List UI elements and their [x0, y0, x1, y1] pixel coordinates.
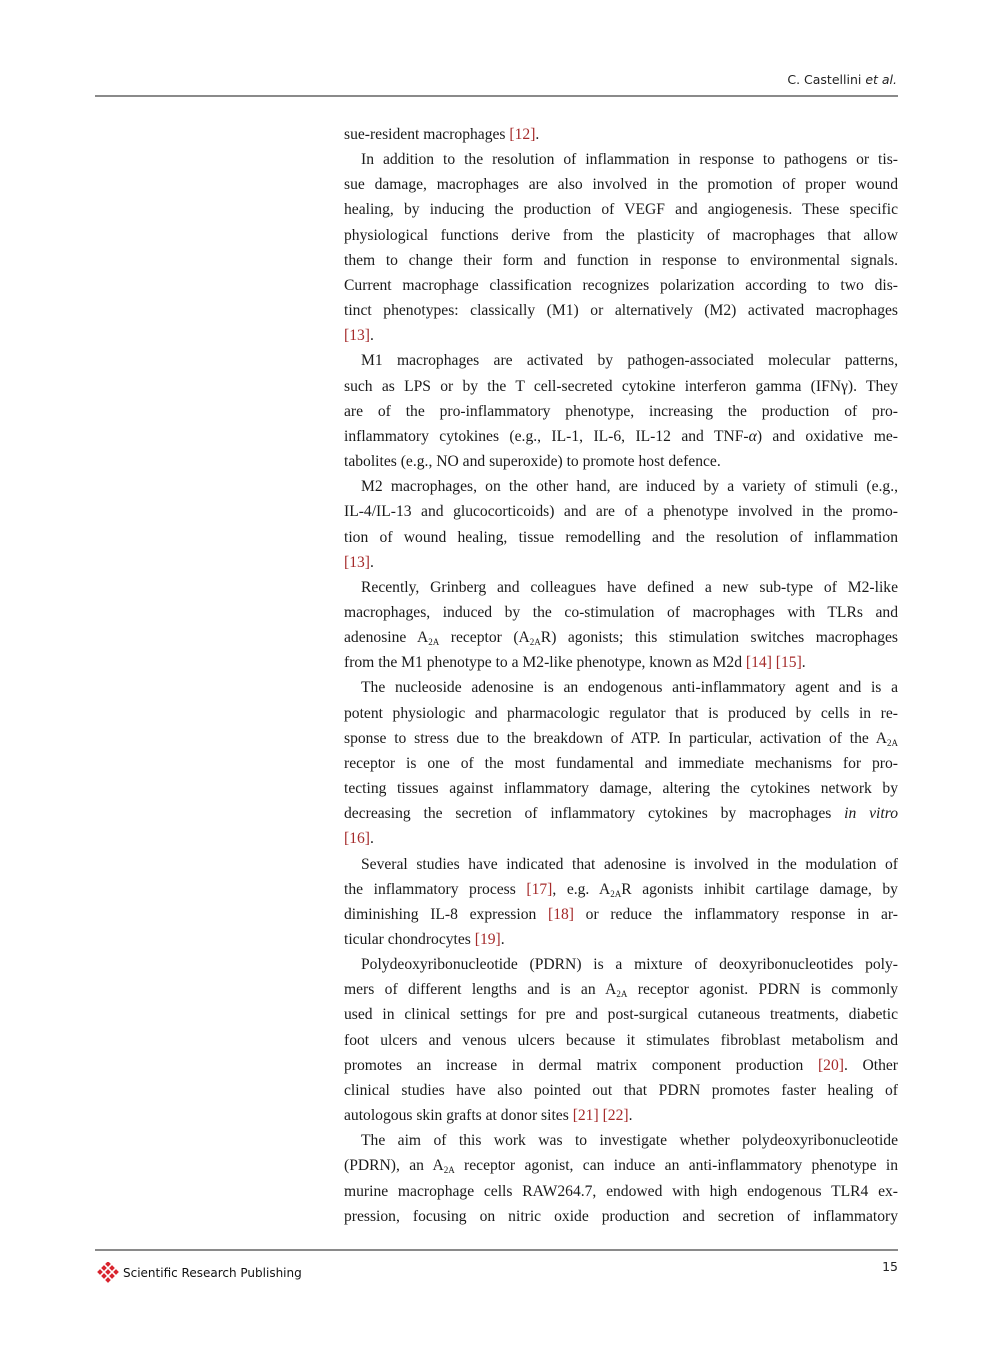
text-run: from the M1 phenotype to a M2-like phenotype, known as M2d	[344, 654, 746, 672]
text-line	[344, 726, 898, 751]
text-run: are of the pro-inflammatory phenotype, increasing the production of pro-	[344, 402, 898, 420]
text-run: receptor agonist, can induce an anti-inflammatory phenotype in	[454, 1157, 898, 1175]
scirp-logo-icon	[97, 1262, 119, 1284]
text-line	[344, 424, 898, 449]
subscript: 2A	[529, 637, 541, 648]
text-run: tion of wound healing, tissue remodelling and the resolution of inflammation	[344, 528, 898, 546]
text-run: , e.g. A	[552, 880, 611, 898]
text-line	[344, 323, 898, 348]
paragraph	[344, 952, 898, 1128]
text-run: healing, by inducing the production of VEGF and angiogenesis. These specific	[344, 201, 898, 219]
text-run: R) agonists; this stimulation switches macrophages	[540, 629, 899, 647]
text-run: R agonists inhibit cartilage damage, by	[621, 880, 898, 898]
text-run: sue-resident macrophages	[344, 126, 510, 143]
text-line	[344, 1103, 898, 1128]
text-line	[344, 600, 898, 625]
text-run: physiological functions derive from the plasticity of macrophages that allow	[344, 226, 898, 244]
text-line	[344, 877, 898, 902]
text-run: decreasing the secretion of inflammatory cytokines by macrophages	[344, 805, 845, 823]
citation-link[interactable]: [13]	[344, 327, 370, 345]
text-line	[344, 952, 898, 977]
text-line	[344, 801, 898, 826]
text-run: tabolites (e.g., NO and superoxide) to promote host defence.	[344, 453, 721, 471]
text-run: tecting tissues against inflammatory damage, altering the cytokines network by	[344, 780, 898, 798]
text-line	[344, 701, 898, 726]
text-line	[344, 751, 898, 776]
citation-link[interactable]: [21]	[572, 1107, 599, 1125]
text-line	[344, 1128, 898, 1153]
text-line	[344, 776, 898, 801]
paragraph	[344, 1128, 898, 1229]
paragraph	[344, 675, 898, 851]
italic-text: α	[748, 427, 757, 445]
text-line	[344, 902, 898, 927]
text-line	[344, 927, 898, 952]
text-run: Polydeoxyribonucleotide (PDRN) is a mixture of deoxyribonucleotides poly-	[361, 956, 898, 974]
text-run: (PDRN), an A	[344, 1157, 444, 1175]
article-body	[344, 122, 898, 1229]
paragraph	[344, 575, 898, 676]
text-run: promotes an increase in dermal matrix component production	[344, 1056, 818, 1074]
text-run: used in clinical settings for pre and post-surgical cutaneous treatments, diabetic	[344, 1006, 898, 1024]
text-run: clinical studies have also pointed out that PDRN promotes faster healing of	[344, 1081, 898, 1099]
citation-link[interactable]: [15]	[775, 654, 802, 672]
text-run: mers of different lengths and is an A	[344, 981, 617, 999]
citation-link[interactable]: [19]	[474, 931, 501, 948]
text-run: foot ulcers and venous ulcers because it stimulates fibroblast metabolism and	[344, 1031, 898, 1049]
text-run: macrophages, induced by the co-stimulation of macrophages with TLRs and	[344, 603, 898, 621]
text-run: inflammatory cytokines (e.g., IL-1, IL-6, IL-12 and TNF-	[344, 427, 749, 445]
citation-link[interactable]: [17]	[526, 880, 553, 898]
text-run: the inflammatory process	[344, 880, 527, 898]
text-line	[344, 197, 898, 222]
text-line	[344, 499, 898, 524]
header-etal: et al.	[865, 72, 897, 87]
text-line	[344, 273, 898, 298]
text-run: potent physiologic and pharmacologic regulator that is produced by cells in re-	[344, 704, 898, 722]
paragraph	[344, 348, 898, 474]
publisher-name: Scientific Research Publishing	[123, 1266, 302, 1280]
publisher-footer	[97, 1262, 302, 1284]
running-header	[787, 72, 897, 87]
header-author: C. Castellini	[787, 72, 866, 87]
text-line	[344, 474, 898, 499]
text-run: receptor is one of the most fundamental and immediate mechanisms for pro-	[344, 754, 898, 772]
citation-link[interactable]: [12]	[509, 126, 536, 143]
citation-link[interactable]: [16]	[344, 830, 370, 848]
text-run: pression, focusing on nitric oxide production and secretion of inflammatory	[344, 1207, 898, 1225]
text-line	[344, 1053, 898, 1078]
text-line	[344, 525, 898, 550]
text-run: .	[369, 553, 374, 571]
text-line	[344, 852, 898, 877]
subscript: 2A	[443, 1165, 455, 1176]
text-run: murine macrophage cells RAW264.7, endowed with high endogenous TLR4 ex-	[344, 1182, 898, 1200]
citation-link[interactable]: [20]	[817, 1056, 844, 1074]
text-run: .	[801, 654, 806, 672]
text-line	[344, 1002, 898, 1027]
text-run: adenosine A	[344, 629, 429, 647]
text-run: them to change their form and function in response to environmental signals.	[344, 251, 898, 269]
text-line	[344, 1078, 898, 1103]
text-line	[344, 223, 898, 248]
text-run: .	[500, 931, 505, 948]
italic-text: in vitro	[844, 805, 898, 823]
text-run: . Other	[843, 1056, 898, 1074]
citation-link[interactable]: [18]	[548, 905, 574, 923]
text-line	[344, 172, 898, 197]
text-run: ticular chondrocytes	[344, 931, 475, 948]
citation-link[interactable]: [14]	[745, 654, 772, 672]
citation-link[interactable]: [13]	[344, 553, 370, 571]
paragraph	[344, 852, 898, 953]
text-run: receptor (A	[439, 629, 530, 647]
text-run: tinct phenotypes: classically (M1) or alternatively (M2) activated macrophages	[344, 302, 898, 320]
text-run: M2 macrophages, on the other hand, are induced by a variety of stimuli (e.g.,	[361, 478, 898, 496]
text-run: Recently, Grinberg and colleagues have defined a new sub-type of M2-like	[361, 578, 898, 596]
text-line	[344, 575, 898, 600]
text-run: In addition to the resolution of inflammation in response to pathogens or tis-	[361, 151, 898, 169]
text-run: autologous skin grafts at donor sites	[344, 1107, 573, 1125]
text-line	[344, 826, 898, 851]
subscript: 2A	[887, 737, 898, 748]
citation-link[interactable]: [22]	[602, 1107, 629, 1125]
text-line	[344, 122, 898, 147]
text-line	[344, 1179, 898, 1204]
text-line	[344, 650, 898, 675]
text-run: Current macrophage classification recognizes polarization according to two dis-	[344, 276, 898, 294]
text-run: The nucleoside adenosine is an endogenous anti-inflammatory agent and is a	[361, 679, 898, 697]
text-line	[344, 625, 898, 650]
text-line	[344, 1028, 898, 1053]
text-run: or reduce the inflammatory response in ar-	[573, 905, 898, 923]
text-run: .	[369, 830, 374, 848]
text-run: IL-4/IL-13 and glucocorticoids) and are of a phenotype involved in the promo-	[344, 503, 898, 521]
footer-rule	[95, 1249, 898, 1251]
text-run: Several studies have indicated that adenosine is involved in the modulation of	[361, 855, 898, 873]
text-line	[344, 449, 898, 474]
paragraph	[344, 147, 898, 348]
text-line	[344, 1153, 898, 1178]
text-run: .	[535, 126, 540, 143]
subscript: 2A	[610, 888, 622, 899]
text-line	[344, 248, 898, 273]
text-run: .	[628, 1107, 633, 1125]
text-run: sue damage, macrophages are also involved in the promotion of proper wound	[344, 176, 898, 194]
text-line	[344, 675, 898, 700]
text-line	[344, 977, 898, 1002]
text-line	[344, 298, 898, 323]
text-run: diminishing IL-8 expression	[344, 905, 548, 923]
text-line	[344, 374, 898, 399]
text-run: such as LPS or by the T cell-secreted cytokine interferon gamma (IFNγ). They	[344, 377, 898, 395]
paragraph	[344, 474, 898, 575]
text-line	[344, 1204, 898, 1229]
text-run: The aim of this work was to investigate whether polydeoxyribonucleotide	[361, 1132, 898, 1150]
subscript: 2A	[616, 989, 628, 1000]
header-rule	[95, 95, 898, 97]
text-run: M1 macrophages are activated by pathogen-associated molecular patterns,	[361, 352, 898, 370]
text-line	[344, 348, 898, 373]
text-line	[344, 550, 898, 575]
text-run: receptor agonist. PDRN is commonly	[627, 981, 898, 999]
paragraph	[344, 122, 898, 147]
text-run: ) and oxidative me-	[756, 427, 898, 445]
text-run: .	[369, 327, 374, 345]
text-line	[344, 147, 898, 172]
text-line	[344, 399, 898, 424]
page-number: 15	[882, 1259, 898, 1274]
text-run: sponse to stress due to the breakdown of ATP. In particular, activation of the A	[344, 729, 887, 747]
subscript: 2A	[428, 637, 440, 648]
